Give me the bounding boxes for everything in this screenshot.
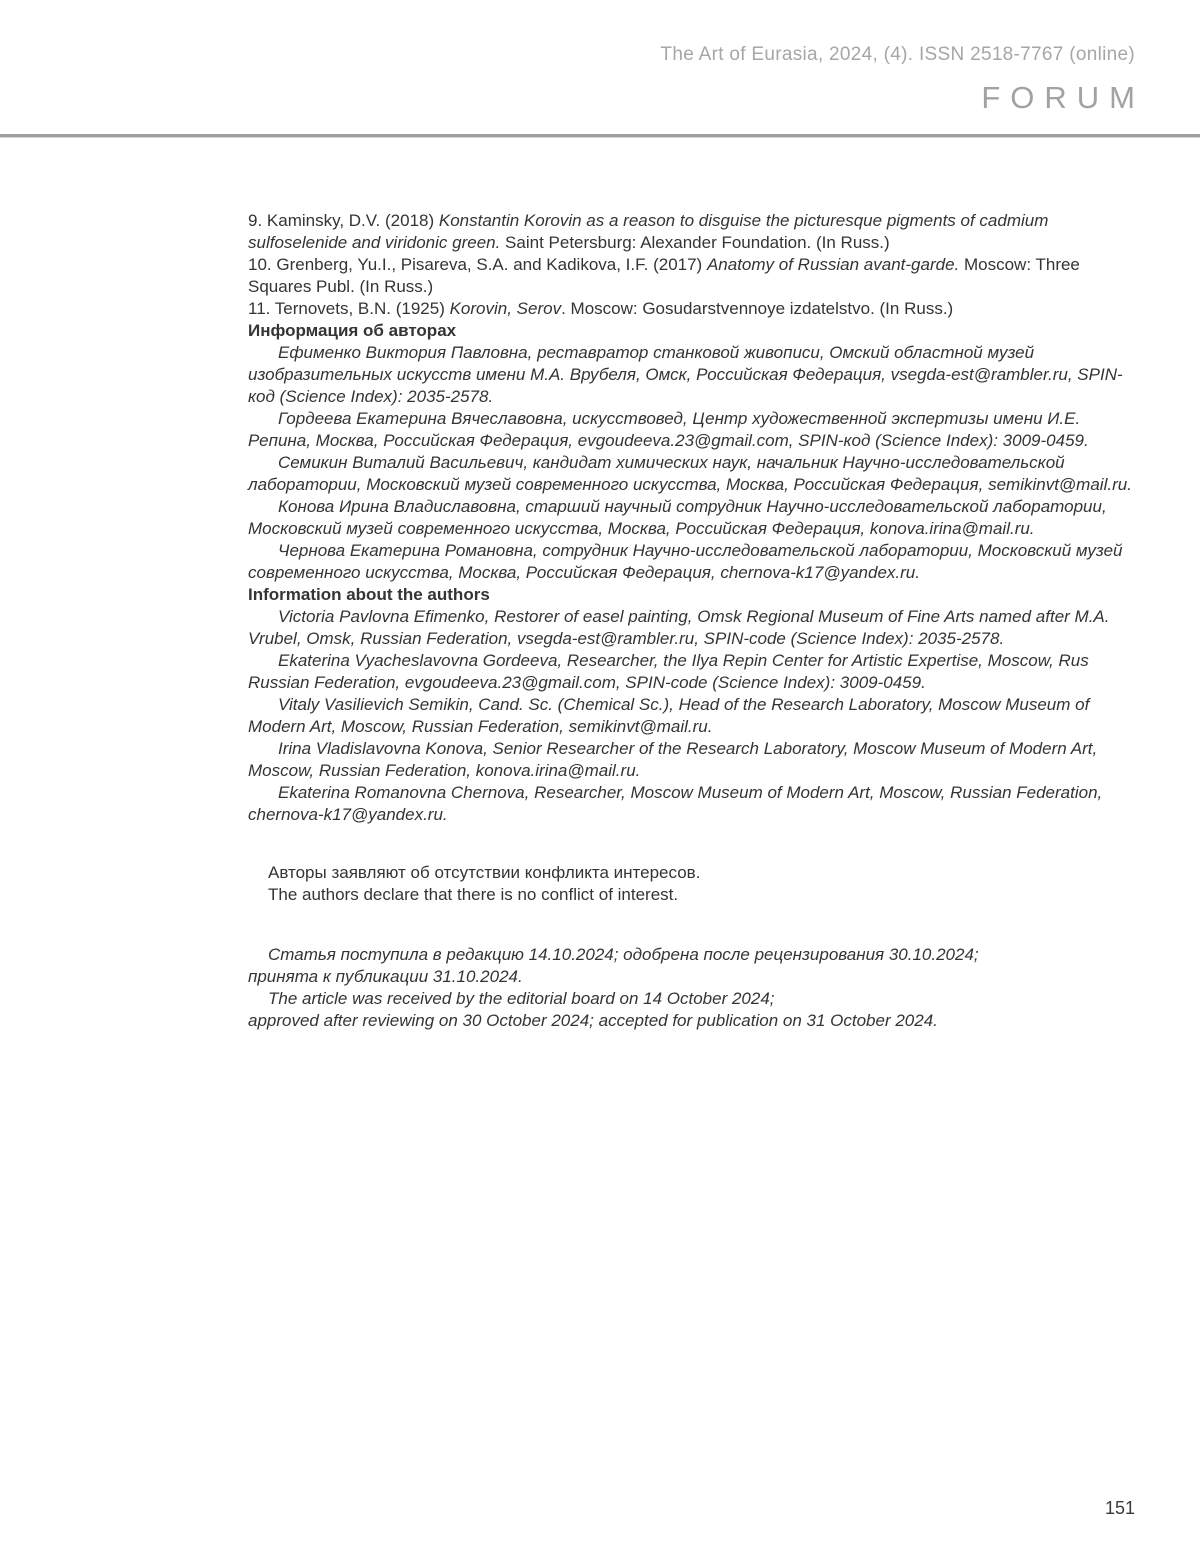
reference-title: Korovin, Serov [449, 299, 562, 318]
reference-citation: 9. Kaminsky, D.V. (2018) [248, 211, 439, 230]
received-dates-en-line2: approved after reviewing on 30 October 2024; accepted for publication on 31 October 2024. [248, 1011, 938, 1030]
reference-citation: 10. Grenberg, Yu.I., Pisareva, S.A. and Kadikova, I.F. (2017) [248, 255, 707, 274]
author-bio-en-efimenko: Victoria Pavlovna Efimenko, Restorer of easel painting, Omsk Regional Museum of Fine Arts named after M.A. Vrubel, Omsk, Russian Federation, vsegda-est@rambler.ru, SPIN-code (Science Index): 2035-2578. [248, 607, 1110, 648]
received-dates-ru-line2: принята к публикации 31.10.2024. [248, 967, 523, 986]
author-bio-en-chernova: Ekaterina Romanovna Chernova, Researcher, Moscow Museum of Modern Art, Moscow, Russian Federation, chernova-k17@yandex.ru. [248, 783, 1103, 824]
article-dates [248, 944, 1138, 1032]
reference-item-10 [248, 254, 1138, 298]
reference-item-11 [248, 298, 1138, 320]
section-label-forum: FORUM [981, 80, 1145, 115]
reference-item-9 [248, 210, 1138, 254]
page-number: 151 [1104, 1498, 1135, 1518]
header-divider [0, 134, 1200, 138]
reference-citation: 11. Ternovets, B.N. (1925) [248, 299, 450, 318]
journal-title-issn: The Art of Eurasia, 2024, (4). ISSN 2518-7767 (online) [660, 44, 1135, 65]
author-bio-ru-efimenko: Ефименко Виктория Павловна, реставратор станковой живописи, Омский областной музей изобразительных искусств имени М.А. Врубеля, Омск, Российская Федерация, vsegda-est@rambler.ru, SPIN-код (Science Index): 2035-2578. [248, 343, 1123, 406]
received-dates-ru-line1: Статья поступила в редакцию 14.10.2024; одобрена после рецензирования 30.10.2024; [268, 945, 979, 964]
references-list [248, 210, 1138, 320]
author-bio-en-konova: Irina Vladislavovna Konova, Senior Researcher of the Research Laboratory, Moscow Museum of Modern Art, Moscow, Russian Federation, konova.irina@mail.ru. [248, 739, 1098, 780]
author-bio-en-gordeeva: Ekaterina Vyacheslavovna Gordeeva, Researcher, the Ilya Repin Center for Artistic Expertise, Moscow, Rus Russian Federation, evgoudeeva.23@gmail.com, SPIN-code (Science Index): 3009-0459. [248, 651, 1089, 692]
author-bio-ru-chernova: Чернова Екатерина Романовна, сотрудник Научно-исследовательской лаборатории, Московский музей современного искусства, Москва, Российская Федерация, chernova-k17@yandex.ru. [248, 541, 1123, 582]
author-bio-ru-gordeeva: Гордеева Екатерина Вячеславовна, искусствовед, Центр художественной экспертизы имени И.Е. Репина, Москва, Российская Федерация, evgoudeeva.23@gmail.com, SPIN-код (Science Index): 3009-0459. [248, 409, 1089, 450]
conflict-of-interest-statement [248, 862, 1138, 906]
conflict-statement-ru: Авторы заявляют об отсутствии конфликта интересов. [268, 863, 701, 882]
reference-publisher: . Moscow: Gosudarstvennoye izdatelstvo. (In Russ.) [561, 299, 954, 318]
reference-publisher: Saint Petersburg: Alexander Foundation. (In Russ.) [500, 233, 890, 252]
authors-info-heading-ru: Информация об авторах [248, 321, 457, 340]
authors-info-ru [248, 342, 1138, 584]
page-content [248, 210, 1138, 1032]
reference-title: Anatomy of Russian avant-garde. [706, 255, 960, 274]
author-bio-ru-semikin: Семикин Виталий Васильевич, кандидат химических наук, начальник Научно-исследовательской лаборатории, Московский музей современного искусства, Москва, Российская Федерация, semikinvt@mail.ru. [248, 453, 1132, 494]
conflict-statement-en: The authors declare that there is no conflict of interest. [268, 885, 679, 904]
received-dates-en-line1: The article was received by the editorial board on 14 October 2024; [268, 989, 775, 1008]
author-bio-ru-konova: Конова Ирина Владиславовна, старший научный сотрудник Научно-исследовательской лаборатории, Московский музей современного искусства, Москва, Российская Федерация, konova.irina@mail.ru. [248, 497, 1107, 538]
reference-title: Konstantin Korovin as a reason to disguise the picturesque pigments of cadmium sulfoselenide and viridonic green. [248, 211, 1049, 252]
authors-info-en [248, 606, 1138, 826]
authors-info-heading-en: Information about the authors [248, 585, 490, 604]
reference-publisher: Moscow: Three Squares Publ. (In Russ.) [248, 255, 1080, 296]
author-bio-en-semikin: Vitaly Vasilievich Semikin, Cand. Sc. (Chemical Sc.), Head of the Research Laboratory, Moscow Museum of Modern Art, Moscow, Russian Federation, semikinvt@mail.ru. [248, 695, 1090, 736]
